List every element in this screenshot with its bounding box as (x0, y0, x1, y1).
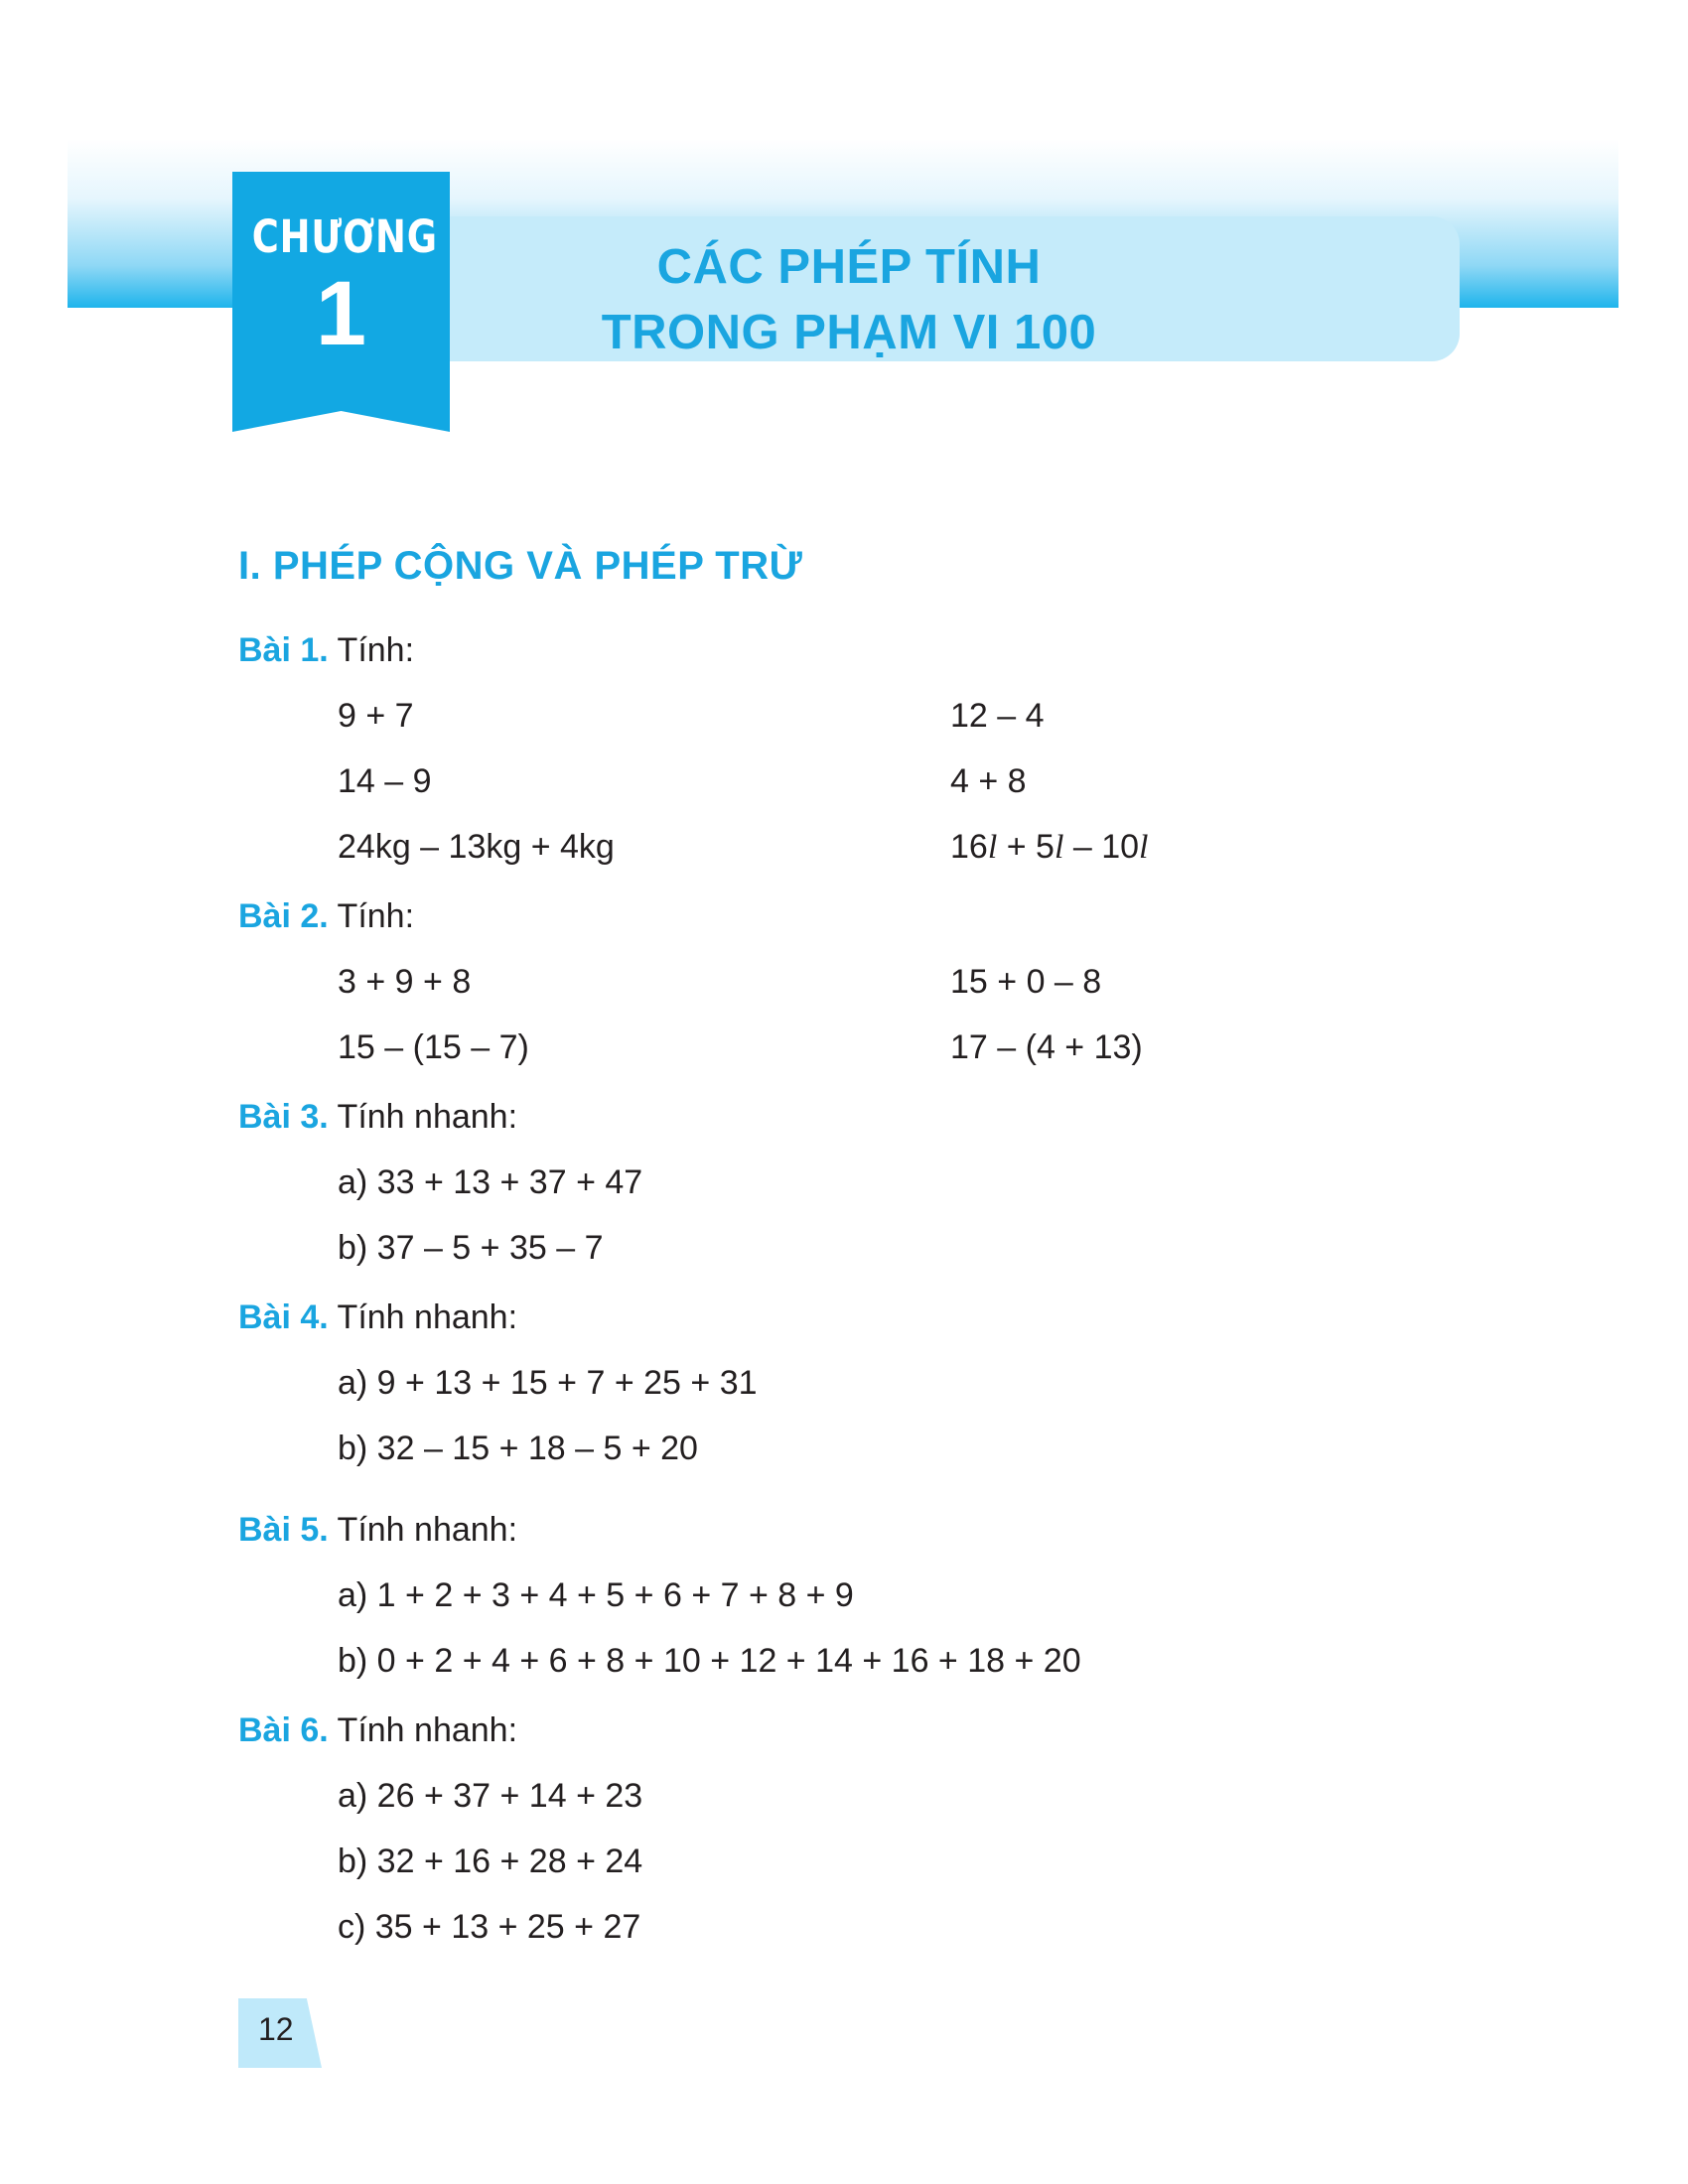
expression: 3 + 9 + 8 (338, 963, 472, 1001)
exercise-label: Bài 6. (238, 1711, 329, 1749)
exercise-prompt: Tính: (328, 897, 415, 935)
expression: 4 + 8 (950, 762, 1027, 800)
expr-part: – 10 (1063, 828, 1140, 866)
exercise-2-heading (238, 897, 414, 936)
exercise-label: Bài 5. (238, 1511, 329, 1549)
expression: a) 33 + 13 + 37 + 47 (338, 1163, 643, 1201)
liter-unit: l (1139, 829, 1149, 866)
page-number: 12 (258, 2011, 294, 2047)
expr-part: + 5 (997, 828, 1055, 866)
expression: a) 26 + 37 + 14 + 23 (338, 1777, 643, 1815)
expr-part: 16 (950, 828, 988, 866)
expression: 15 + 0 – 8 (950, 963, 1102, 1001)
expression: a) 1 + 2 + 3 + 4 + 5 + 6 + 7 + 8 + 9 (338, 1576, 854, 1614)
liter-unit: l (1054, 829, 1064, 866)
expression: b) 37 – 5 + 35 – 7 (338, 1229, 604, 1267)
chapter-title-line-2: TRONG PHẠM VI 100 (601, 306, 1097, 359)
chapter-word: CHƯƠNG (251, 210, 438, 263)
chapter-title (417, 234, 1281, 365)
exercise-4-heading (238, 1298, 517, 1337)
exercise-prompt: Tính nhanh: (328, 1098, 518, 1136)
exercise-label: Bài 2. (238, 897, 329, 935)
section-title: I. PHÉP CỘNG VÀ PHÉP TRỪ (238, 544, 803, 588)
liter-unit: l (987, 829, 998, 866)
exercise-label: Bài 3. (238, 1098, 329, 1136)
exercise-5-heading (238, 1511, 517, 1550)
exercise-label: Bài 4. (238, 1298, 329, 1336)
exercise-prompt: Tính nhanh: (328, 1711, 518, 1749)
exercise-prompt: Tính nhanh: (328, 1298, 518, 1336)
exercise-label: Bài 1. (238, 631, 329, 669)
expression: 24kg – 13kg + 4kg (338, 828, 615, 866)
expression: 17 – (4 + 13) (950, 1028, 1143, 1066)
expression: 9 + 7 (338, 697, 414, 735)
expression: b) 32 – 15 + 18 – 5 + 20 (338, 1430, 698, 1467)
expression: 12 – 4 (950, 697, 1045, 735)
exercise-1-heading (238, 631, 414, 670)
expression: b) 0 + 2 + 4 + 6 + 8 + 10 + 12 + 14 + 16 + 18 + 20 (338, 1642, 1081, 1680)
exercise-prompt: Tính: (328, 631, 415, 669)
expression: 15 – (15 – 7) (338, 1028, 529, 1066)
expression: c) 35 + 13 + 25 + 27 (338, 1908, 641, 1946)
expression: a) 9 + 13 + 15 + 7 + 25 + 31 (338, 1364, 758, 1402)
exercise-6-heading (238, 1711, 517, 1750)
chapter-title-line-1: CÁC PHÉP TÍNH (656, 240, 1042, 294)
expression: b) 32 + 16 + 28 + 24 (338, 1843, 643, 1880)
exercise-3-heading (238, 1098, 517, 1137)
expression-liters (950, 828, 1148, 867)
expression: 14 – 9 (338, 762, 432, 800)
exercise-prompt: Tính nhanh: (328, 1511, 518, 1549)
chapter-number: 1 (315, 263, 367, 364)
